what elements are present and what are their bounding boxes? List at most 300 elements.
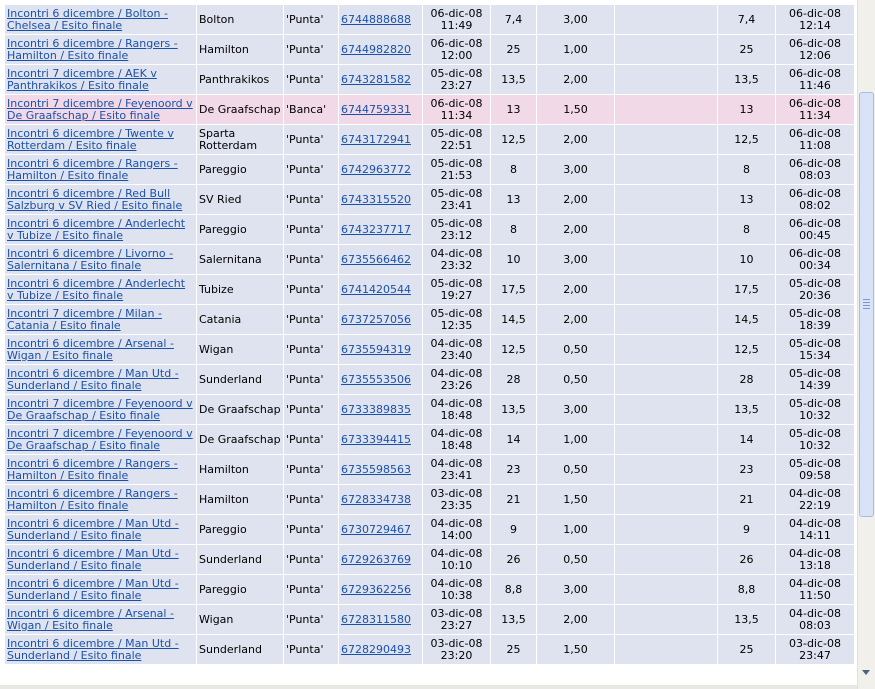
- settled-time: 11:08: [799, 138, 831, 152]
- placed-date: 04-dic-08: [430, 516, 483, 530]
- bet-id-link[interactable]: 6737257056: [341, 312, 411, 326]
- odds-cell: 13,5: [491, 605, 537, 635]
- matched-odds-cell: 28: [718, 365, 776, 395]
- placed-datetime-cell: [423, 245, 491, 275]
- matched-odds-cell: 8,8: [718, 575, 776, 605]
- placed-datetime-cell: [423, 515, 491, 545]
- placed-date: 05-dic-08: [430, 306, 483, 320]
- placed-date: 03-dic-08: [430, 636, 483, 650]
- market-link[interactable]: Incontri 6 dicembre / Rangers - Hamilton / Esito finale: [7, 456, 178, 482]
- placed-datetime-cell: [423, 395, 491, 425]
- settled-date: 06-dic-08: [788, 156, 842, 170]
- odds-cell: 13: [491, 185, 537, 215]
- empty-cell: [615, 185, 718, 215]
- selection-cell: De Graafschap: [197, 425, 284, 455]
- odds-cell: 13,5: [491, 65, 537, 95]
- settled-datetime-cell: [776, 125, 855, 155]
- matched-odds-cell: 21: [718, 485, 776, 515]
- selection-cell: Panthrakikos: [197, 65, 284, 95]
- bet-id-link[interactable]: 6744982820: [341, 42, 411, 56]
- placed-datetime-cell: [423, 635, 491, 665]
- bets-history-table: [4, 4, 855, 665]
- settled-date: 06-dic-08: [788, 216, 842, 230]
- settled-datetime-cell: [776, 65, 855, 95]
- table-row: [5, 455, 855, 485]
- placed-time: 23:41: [440, 468, 473, 482]
- odds-cell: 10: [491, 245, 537, 275]
- bet-id-link[interactable]: 6733389835: [341, 402, 411, 416]
- bet-type-cell: 'Punta': [284, 35, 339, 65]
- settled-datetime-cell: [776, 35, 855, 65]
- matched-odds-cell: 23: [718, 455, 776, 485]
- selection-cell: Tubize: [197, 275, 284, 305]
- table-row: [5, 95, 855, 125]
- settled-datetime-cell: [776, 395, 855, 425]
- selection-cell: SV Ried: [197, 185, 284, 215]
- stake-cell: 0,50: [537, 365, 615, 395]
- placed-date: 04-dic-08: [430, 336, 483, 350]
- placed-time: 21:53: [440, 168, 473, 182]
- settled-datetime-cell: [776, 485, 855, 515]
- placed-time: 23:26: [440, 378, 473, 392]
- placed-date: 04-dic-08: [430, 426, 483, 440]
- table-row: [5, 515, 855, 545]
- bet-id-link[interactable]: 6743315520: [341, 192, 411, 206]
- stake-cell: 1,50: [537, 485, 615, 515]
- placed-time: 22:51: [440, 138, 473, 152]
- placed-date: 04-dic-08: [430, 246, 483, 260]
- market-link[interactable]: Incontri 6 dicembre / Twente v Rotterdam / Esito finale: [7, 126, 174, 152]
- bet-type-cell: 'Banca': [284, 95, 339, 125]
- placed-datetime-cell: [423, 485, 491, 515]
- matched-odds-cell: 25: [718, 635, 776, 665]
- horizontal-scrollbar[interactable]: [0, 685, 857, 689]
- settled-datetime-cell: [776, 455, 855, 485]
- settled-time: 08:03: [799, 618, 831, 632]
- placed-datetime-cell: [423, 155, 491, 185]
- settled-time: 00:45: [799, 228, 831, 242]
- placed-datetime-cell: [423, 275, 491, 305]
- odds-cell: 9: [491, 515, 537, 545]
- placed-datetime-cell: [423, 545, 491, 575]
- placed-datetime-cell: [423, 215, 491, 245]
- settled-date: 06-dic-08: [788, 96, 842, 110]
- settled-time: 00:34: [799, 258, 831, 272]
- bet-id-link[interactable]: 6735598563: [341, 462, 411, 476]
- bet-type-cell: 'Punta': [284, 155, 339, 185]
- settled-datetime-cell: [776, 365, 855, 395]
- empty-cell: [615, 5, 718, 35]
- matched-odds-cell: 8: [718, 215, 776, 245]
- selection-cell: Bolton: [197, 5, 284, 35]
- placed-date: 03-dic-08: [430, 486, 483, 500]
- placed-time: 18:48: [440, 408, 473, 422]
- bet-type-cell: 'Punta': [284, 395, 339, 425]
- matched-odds-cell: 17,5: [718, 275, 776, 305]
- settled-time: 11:46: [799, 78, 831, 92]
- bet-id-link[interactable]: 6735566462: [341, 252, 411, 266]
- table-row: [5, 545, 855, 575]
- selection-cell: Sparta Rotterdam: [197, 125, 284, 155]
- placed-date: 04-dic-08: [430, 366, 483, 380]
- placed-time: 19:27: [440, 288, 473, 302]
- settled-time: 22:19: [799, 498, 831, 512]
- selection-cell: Sunderland: [197, 365, 284, 395]
- odds-cell: 14: [491, 425, 537, 455]
- stake-cell: 2,00: [537, 215, 615, 245]
- empty-cell: [615, 245, 718, 275]
- empty-cell: [615, 215, 718, 245]
- selection-cell: Sunderland: [197, 635, 284, 665]
- scroll-grip-icon: [863, 299, 870, 311]
- placed-time: 10:38: [440, 588, 473, 602]
- stake-cell: 1,50: [537, 635, 615, 665]
- odds-cell: 28: [491, 365, 537, 395]
- matched-odds-cell: 13,5: [718, 65, 776, 95]
- empty-cell: [615, 395, 718, 425]
- bet-type-cell: 'Punta': [284, 215, 339, 245]
- stake-cell: 3,00: [537, 155, 615, 185]
- settled-datetime-cell: [776, 275, 855, 305]
- odds-cell: 13: [491, 95, 537, 125]
- market-link[interactable]: Incontri 6 dicembre / Man Utd - Sunderland / Esito finale: [7, 546, 179, 572]
- stake-cell: 0,50: [537, 455, 615, 485]
- market-link[interactable]: Incontri 6 dicembre / Red Bull Salzburg v SV Ried / Esito finale: [7, 186, 183, 212]
- placed-date: 05-dic-08: [430, 186, 483, 200]
- empty-cell: [615, 125, 718, 155]
- stake-cell: 3,00: [537, 245, 615, 275]
- placed-date: 05-dic-08: [430, 216, 483, 230]
- settled-date: 04-dic-08: [788, 606, 842, 620]
- settled-time: 23:47: [799, 648, 831, 662]
- scroll-down-arrow-icon[interactable]: [862, 670, 870, 675]
- bet-id-link[interactable]: 6743281582: [341, 72, 411, 86]
- table-row: [5, 155, 855, 185]
- market-link[interactable]: Incontri 6 dicembre / Man Utd - Sunderland / Esito finale: [7, 366, 179, 392]
- empty-cell: [615, 365, 718, 395]
- bet-type-cell: 'Punta': [284, 425, 339, 455]
- bet-type-cell: 'Punta': [284, 635, 339, 665]
- market-link[interactable]: Incontri 6 dicembre / Anderlecht v Tubize / Esito finale: [7, 216, 186, 242]
- bet-id-link[interactable]: 6743237717: [341, 222, 411, 236]
- odds-cell: 14,5: [491, 305, 537, 335]
- settled-datetime-cell: [776, 425, 855, 455]
- bet-id-link[interactable]: 6728334738: [341, 492, 411, 506]
- matched-odds-cell: 25: [718, 35, 776, 65]
- bet-id-link[interactable]: 6729362256: [341, 582, 411, 596]
- market-link[interactable]: Incontri 7 dicembre / Milan - Catania / Esito finale: [7, 306, 162, 332]
- placed-date: 04-dic-08: [430, 546, 483, 560]
- placed-time: 11:49: [440, 18, 473, 32]
- empty-cell: [615, 575, 718, 605]
- odds-cell: 8: [491, 215, 537, 245]
- empty-cell: [615, 35, 718, 65]
- bet-id-link[interactable]: 6742963772: [341, 162, 411, 176]
- bet-type-cell: 'Punta': [284, 335, 339, 365]
- placed-time: 23:32: [440, 258, 473, 272]
- placed-datetime-cell: [423, 605, 491, 635]
- stake-cell: 0,50: [537, 335, 615, 365]
- bet-type-cell: 'Punta': [284, 65, 339, 95]
- settled-time: 08:02: [799, 198, 831, 212]
- settled-time: 10:32: [799, 408, 831, 422]
- matched-odds-cell: 12,5: [718, 125, 776, 155]
- table-row: [5, 605, 855, 635]
- placed-time: 12:35: [440, 318, 473, 332]
- bet-type-cell: 'Punta': [284, 605, 339, 635]
- empty-cell: [615, 155, 718, 185]
- stake-cell: 2,00: [537, 305, 615, 335]
- settled-date: 04-dic-08: [788, 486, 842, 500]
- stake-cell: 2,00: [537, 65, 615, 95]
- matched-odds-cell: 13,5: [718, 395, 776, 425]
- settled-date: 06-dic-08: [788, 6, 842, 20]
- settled-datetime-cell: [776, 515, 855, 545]
- settled-time: 11:50: [799, 588, 831, 602]
- settled-date: 05-dic-08: [788, 426, 842, 440]
- odds-cell: 12,5: [491, 125, 537, 155]
- placed-date: 03-dic-08: [430, 606, 483, 620]
- bet-type-cell: 'Punta': [284, 455, 339, 485]
- stake-cell: 0,50: [537, 545, 615, 575]
- table-row: [5, 425, 855, 455]
- stake-cell: 1,00: [537, 515, 615, 545]
- empty-cell: [615, 515, 718, 545]
- selection-cell: Pareggio: [197, 155, 284, 185]
- placed-datetime-cell: [423, 185, 491, 215]
- settled-time: 09:58: [799, 468, 831, 482]
- settled-date: 06-dic-08: [788, 36, 842, 50]
- placed-time: 11:34: [440, 108, 473, 122]
- market-link[interactable]: Incontri 7 dicembre / Feyenoord v De Graafschap / Esito finale: [7, 396, 193, 422]
- placed-datetime-cell: [423, 35, 491, 65]
- placed-date: 06-dic-08: [430, 6, 483, 20]
- odds-cell: 25: [491, 35, 537, 65]
- selection-cell: Wigan: [197, 335, 284, 365]
- settled-time: 12:14: [799, 18, 831, 32]
- placed-time: 23:27: [440, 78, 473, 92]
- placed-datetime-cell: [423, 305, 491, 335]
- odds-cell: 26: [491, 545, 537, 575]
- stake-cell: 2,00: [537, 605, 615, 635]
- placed-date: 05-dic-08: [430, 276, 483, 290]
- settled-date: 04-dic-08: [788, 516, 842, 530]
- stake-cell: 1,00: [537, 35, 615, 65]
- bet-type-cell: 'Punta': [284, 125, 339, 155]
- placed-date: 04-dic-08: [430, 576, 483, 590]
- settled-time: 14:11: [799, 528, 831, 542]
- empty-cell: [615, 275, 718, 305]
- settled-time: 10:32: [799, 438, 831, 452]
- odds-cell: 25: [491, 635, 537, 665]
- bet-type-cell: 'Punta': [284, 305, 339, 335]
- settled-date: 04-dic-08: [788, 546, 842, 560]
- empty-cell: [615, 485, 718, 515]
- market-link[interactable]: Incontri 6 dicembre / Anderlecht v Tubize / Esito finale: [7, 276, 186, 302]
- market-link[interactable]: Incontri 6 dicembre / Arsenal - Wigan / Esito finale: [7, 336, 174, 362]
- bet-id-link[interactable]: 6741420544: [341, 282, 411, 296]
- market-link[interactable]: Incontri 6 dicembre / Rangers - Hamilton / Esito finale: [7, 156, 178, 182]
- odds-cell: 17,5: [491, 275, 537, 305]
- empty-cell: [615, 455, 718, 485]
- placed-date: 06-dic-08: [430, 36, 483, 50]
- placed-time: 23:12: [440, 228, 473, 242]
- market-link[interactable]: Incontri 6 dicembre / Rangers - Hamilton / Esito finale: [7, 36, 178, 62]
- settled-datetime-cell: [776, 95, 855, 125]
- settled-datetime-cell: [776, 245, 855, 275]
- selection-cell: Salernitana: [197, 245, 284, 275]
- bet-type-cell: 'Punta': [284, 515, 339, 545]
- bet-type-cell: 'Punta': [284, 5, 339, 35]
- odds-cell: 12,5: [491, 335, 537, 365]
- settled-date: 06-dic-08: [788, 126, 842, 140]
- table-row: [5, 305, 855, 335]
- empty-cell: [615, 425, 718, 455]
- selection-cell: Hamilton: [197, 35, 284, 65]
- vertical-scrollbar[interactable]: [857, 0, 875, 689]
- matched-odds-cell: 7,4: [718, 5, 776, 35]
- placed-date: 06-dic-08: [430, 96, 483, 110]
- settled-time: 20:36: [799, 288, 831, 302]
- matched-odds-cell: 26: [718, 545, 776, 575]
- placed-datetime-cell: [423, 125, 491, 155]
- bet-type-cell: 'Punta': [284, 275, 339, 305]
- empty-cell: [615, 305, 718, 335]
- settled-datetime-cell: [776, 605, 855, 635]
- matched-odds-cell: 13,5: [718, 605, 776, 635]
- bet-type-cell: 'Punta': [284, 575, 339, 605]
- matched-odds-cell: 12,5: [718, 335, 776, 365]
- stake-cell: 2,00: [537, 275, 615, 305]
- settled-date: 03-dic-08: [788, 636, 842, 650]
- bet-id-link[interactable]: 6729263769: [341, 552, 411, 566]
- settled-date: 05-dic-08: [788, 366, 842, 380]
- placed-date: 04-dic-08: [430, 456, 483, 470]
- table-row: [5, 35, 855, 65]
- placed-datetime-cell: [423, 425, 491, 455]
- market-link[interactable]: Incontri 6 dicembre / Bolton - Chelsea / Esito finale: [7, 6, 168, 32]
- placed-date: 04-dic-08: [430, 396, 483, 410]
- stake-cell: 2,00: [537, 185, 615, 215]
- settled-date: 06-dic-08: [788, 66, 842, 80]
- placed-datetime-cell: [423, 365, 491, 395]
- placed-datetime-cell: [423, 575, 491, 605]
- table-row: [5, 215, 855, 245]
- market-link[interactable]: Incontri 6 dicembre / Man Utd - Sunderland / Esito finale: [7, 636, 179, 662]
- scrollbar-thumb[interactable]: [859, 92, 874, 517]
- matched-odds-cell: 13: [718, 185, 776, 215]
- odds-cell: 23: [491, 455, 537, 485]
- table-row: [5, 365, 855, 395]
- stake-cell: 3,00: [537, 575, 615, 605]
- settled-date: 05-dic-08: [788, 456, 842, 470]
- market-link[interactable]: Incontri 6 dicembre / Livorno - Salernitana / Esito finale: [7, 246, 174, 272]
- bet-id-link[interactable]: 6728290493: [341, 642, 411, 656]
- placed-time: 12:00: [440, 48, 473, 62]
- table-row: [5, 125, 855, 155]
- settled-datetime-cell: [776, 155, 855, 185]
- settled-datetime-cell: [776, 575, 855, 605]
- odds-cell: 7,4: [491, 5, 537, 35]
- selection-cell: Pareggio: [197, 575, 284, 605]
- bet-id-link[interactable]: 6735594319: [341, 342, 411, 356]
- placed-time: 14:00: [440, 528, 473, 542]
- placed-time: 10:10: [440, 558, 473, 572]
- matched-odds-cell: 14,5: [718, 305, 776, 335]
- bet-id-link[interactable]: 6730729467: [341, 522, 411, 536]
- settled-datetime-cell: [776, 5, 855, 35]
- table-row: [5, 245, 855, 275]
- bet-id-link[interactable]: 6744759331: [341, 102, 411, 116]
- selection-cell: Hamilton: [197, 455, 284, 485]
- settled-date: 05-dic-08: [788, 276, 842, 290]
- market-link[interactable]: Incontri 7 dicembre / AEK v Panthrakikos / Esito finale: [7, 66, 157, 92]
- market-link[interactable]: Incontri 6 dicembre / Man Utd - Sunderland / Esito finale: [7, 576, 179, 602]
- settled-time: 18:39: [799, 318, 831, 332]
- empty-cell: [615, 545, 718, 575]
- settled-datetime-cell: [776, 215, 855, 245]
- bet-type-cell: 'Punta': [284, 245, 339, 275]
- bet-type-cell: 'Punta': [284, 545, 339, 575]
- settled-time: 15:34: [799, 348, 831, 362]
- bet-id-link[interactable]: 6733394415: [341, 432, 411, 446]
- placed-date: 05-dic-08: [430, 156, 483, 170]
- table-row: [5, 5, 855, 35]
- table-row: [5, 335, 855, 365]
- empty-cell: [615, 635, 718, 665]
- market-link[interactable]: Incontri 7 dicembre / Feyenoord v De Graafschap / Esito finale: [7, 96, 193, 122]
- bet-id-link[interactable]: 6744888688: [341, 12, 411, 26]
- placed-time: 18:48: [440, 438, 473, 452]
- placed-datetime-cell: [423, 335, 491, 365]
- bet-type-cell: 'Punta': [284, 365, 339, 395]
- selection-cell: Pareggio: [197, 515, 284, 545]
- bet-id-link[interactable]: 6743172941: [341, 132, 411, 146]
- settled-date: 06-dic-08: [788, 246, 842, 260]
- stake-cell: 2,00: [537, 125, 615, 155]
- settled-datetime-cell: [776, 635, 855, 665]
- market-link[interactable]: Incontri 6 dicembre / Rangers - Hamilton / Esito finale: [7, 486, 178, 512]
- placed-time: 23:27: [440, 618, 473, 632]
- selection-cell: Wigan: [197, 605, 284, 635]
- stake-cell: 3,00: [537, 395, 615, 425]
- table-row: [5, 275, 855, 305]
- settled-date: 04-dic-08: [788, 576, 842, 590]
- settled-time: 08:03: [799, 168, 831, 182]
- empty-cell: [615, 605, 718, 635]
- placed-datetime-cell: [423, 5, 491, 35]
- bets-table-body: [5, 5, 855, 665]
- odds-cell: 8: [491, 155, 537, 185]
- stake-cell: 3,00: [537, 5, 615, 35]
- selection-cell: De Graafschap: [197, 395, 284, 425]
- selection-cell: Catania: [197, 305, 284, 335]
- selection-cell: Pareggio: [197, 215, 284, 245]
- empty-cell: [615, 95, 718, 125]
- table-row: [5, 395, 855, 425]
- placed-time: 23:41: [440, 198, 473, 212]
- matched-odds-cell: 9: [718, 515, 776, 545]
- settled-time: 13:18: [799, 558, 831, 572]
- bet-id-link[interactable]: 6735553506: [341, 372, 411, 386]
- settled-time: 12:06: [799, 48, 831, 62]
- market-link[interactable]: Incontri 7 dicembre / Feyenoord v De Graafschap / Esito finale: [7, 426, 193, 452]
- matched-odds-cell: 13: [718, 95, 776, 125]
- bet-id-link[interactable]: 6728311580: [341, 612, 411, 626]
- placed-date: 05-dic-08: [430, 126, 483, 140]
- market-link[interactable]: Incontri 6 dicembre / Arsenal - Wigan / Esito finale: [7, 606, 174, 632]
- market-link[interactable]: Incontri 6 dicembre / Man Utd - Sunderland / Esito finale: [7, 516, 179, 542]
